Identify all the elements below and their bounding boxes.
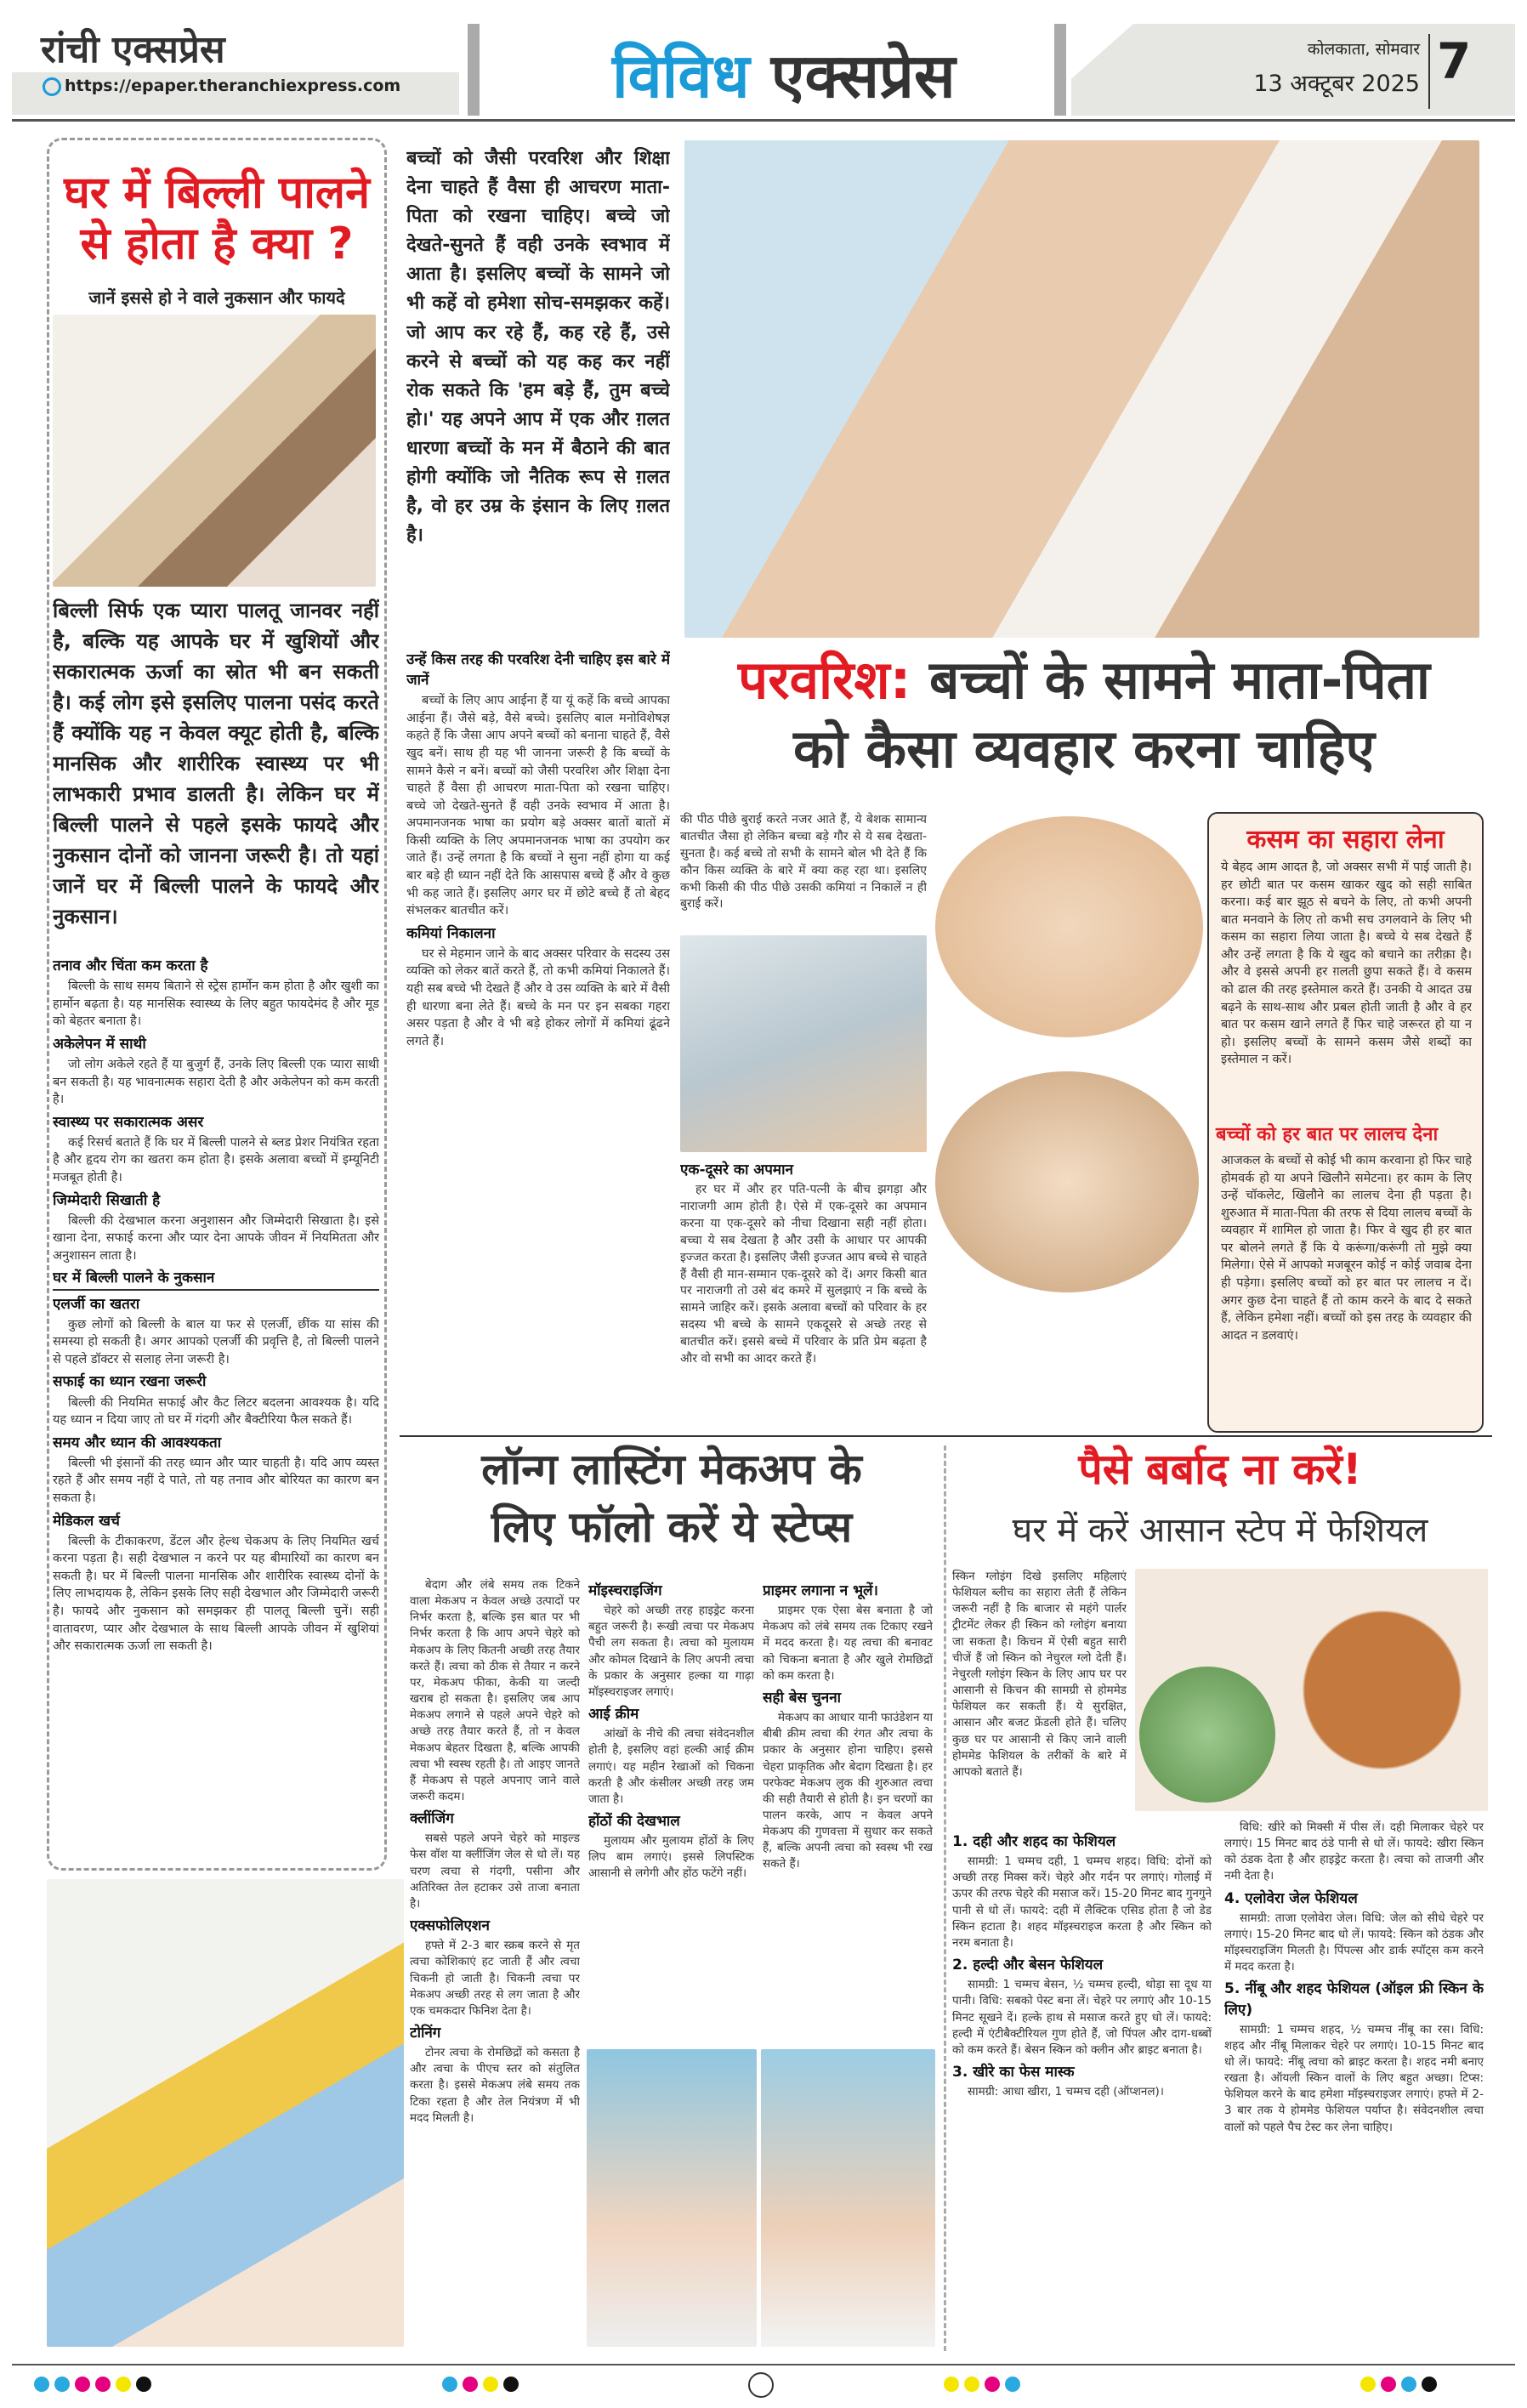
divider [1054, 24, 1066, 116]
makeup-headline-line2: लिए फॉलो करें ये स्टेप्स [491, 1502, 853, 1552]
epaper-url: https://epaper.theranchiexpress.com [65, 77, 401, 95]
paragraph: बिल्ली के टीकाकरण, डेंटल और हेल्थ चेकअप के लिए नियमित खर्च करना पड़ता है। सही देखभाल न करने पर यह बीमारियों का कारण बन सकती है। घर में बिल्ली पालना मानसिक और शारीरिक स्वास्थ्य दोनों के लिए लाभदायक है, लेकिन इसके लिए सही देखभाल और जिम्मेदारी जरूरी है। फायदे और नुकसान को समझकर ही पालतू बिल्ली चुनें। सही वातावरण, प्यार और देखभाल के साथ बिल्ली आपके जीवन में खुशियां और सकारात्मक ऊर्जा ला सकती है। [53, 1534, 379, 1654]
paragraph: मुलायम और मुलायम होंठों के लिए लिप बाम लगाएं। इससे लिपस्टिक आसानी से लगेगी और होंठ फटेंगे नहीं। [588, 1834, 754, 1881]
registration-dots-mid-left [442, 2377, 524, 2395]
paragraph: बिल्ली भी इंसानों की तरह ध्यान और प्यार चाहती है। यदि आप व्यस्त रहते हैं और समय नहीं दे पाते, तो यह तनाव और बोरियत का कारण बन सकता है। [53, 1456, 379, 1505]
section-rule [400, 1435, 1492, 1437]
city-day: कोलकाता, सोमवार [1307, 40, 1420, 59]
cleaning-mother-child-photo [47, 1879, 404, 2347]
subhead: एक-दूसरे का अपमान [680, 1161, 793, 1178]
family-photo [684, 140, 1479, 638]
divider [468, 24, 480, 116]
registration-dots-mid-right [944, 2377, 1025, 2395]
brand-logo: रांची एक्सप्रेस [41, 28, 225, 71]
cat-body [53, 952, 379, 1862]
subhead: टोनिंग [410, 2025, 441, 2042]
cat-headline-line1: घर में बिल्ली पालने [64, 168, 370, 219]
makeup-col1 [410, 1577, 580, 2351]
registration-dots-right [1360, 2377, 1442, 2395]
kasam-text: ये बेहद आम आदत है, जो अक्सर सभी में पाई जाती है। हर छोटी बात पर कसम खाकर खुद को सही साबित करना। कई बार झूठ से बचने के लिए, तो कभी अपनी बात मनवाने के लिए तो कभी सच उगलवाने के लिए भी कसम का सहारा लिया जाता है। बच्चे ये सब देखते हैं और उन्हें लगता है कि ये खुद को बचाने का तरीक़ा है। और वे इससे अपनी हर ग़लती छुपा सकते हैं। वे कसम को ढाल की तरह इस्तेमाल करते हैं। उनकी ये आदत उम्र बढ़ने के साथ-साथ और प्रबल होती जाती है और वे हर बात पर कसम खाने लगते हैं फिर चाहे जरूरत हो या न हो। इसलिए बच्चों के सामने कसम जैसे शब्दों का इस्तेमाल न करें। [1221, 860, 1472, 1067]
paragraph: बेदाग और लंबे समय तक टिकने वाला मेकअप न केवल अच्छे उत्पादों पर निर्भर करता है, बल्कि इस बात पर भी निर्भर करता है कि आप अपने चेहरे को मेकअप के लिए कितनी अच्छी तरह तैयार करते हैं। त्वचा को ठीक से तैयार न करने पर, मेकअप फीका, केकी या जल्दी खराब हो सकता है। इसलिए जब आप मेकअप लगाने से पहले अपने चेहरे को अच्छे तरह तैयार करते हैं, तो न केवल मेकअप बेहतर दिखता है, बल्कि आपकी त्वचा भी स्वस्थ रहती है। तो आइए जानते हैं मेकअप से पहले अपनाए जाने वाले जरूरी कदम। [410, 1578, 580, 1804]
happy-family-photo [935, 1071, 1199, 1292]
cucumber-photo [1139, 1667, 1275, 1803]
subhead: स्वास्थ्य पर सकारात्मक असर [53, 1113, 204, 1131]
footer-rule [12, 2364, 1515, 2365]
paragraph: बिल्ली के साथ समय बिताने से स्ट्रेस हार्मोन कम होता है और खुशी का हार्मोन बढ़ता है। यह मानसिक स्वास्थ्य के लिए बहुत फायदेमंद है और मूड को बेहतर बनाता है। [53, 980, 379, 1029]
cat-headline-line2: से होता है क्या ? [80, 218, 354, 270]
subhead: मेडिकल खर्च [53, 1512, 120, 1530]
parenting-col4 [680, 1156, 927, 1428]
makeup-col3 [763, 1577, 933, 2041]
section-title-b: एक्सप्रेस [770, 40, 956, 111]
lalach-title: बच्चों को हर बात पर लालच देना [1216, 1124, 1439, 1145]
paragraph: बच्चों के लिए आप आईना हैं या यूं कहें कि बच्चे आपका आईना हैं। जैसे बड़े, वैसे बच्चे। इसलिए बाल मनोविशेषज्ञ कहते हैं कि जैसा आप अपने बच्चों को बनाना चाहते हैं, वैसे खुद बनें। साथ ही यह भी जानना जरूरी है कि बच्चों के सामने कैसे न बनें। बच्चों को जैसी परवरिश और शिक्षा देना चाहते हैं वैसा ही आचरण माता-पिता को रखना चाहिए। बच्चे जो देखते-सुनते हैं वही उनके स्वभाव में आता है। अपमानजनक भाषा का प्रयोग बड़े अक्सर बातों बातों में किसी व्यक्ति के लिए अपमानजनक भाषा का उपयोग कर जाते हैं। उन्हें लगता है कि बच्चों ने सुना नहीं होगा या कई बार बड़े ही ध्यान नहीं देते कि आसपास बच्चे हैं और वे कुछ भी कह जाते हैं। इसलिए अगर घर में छोटे बच्चे हैं तो बेहद संभलकर बातचीत करें। [406, 694, 670, 918]
globe-icon [43, 77, 61, 96]
registration-mark-icon [748, 2372, 774, 2398]
date: 13 अक्टूबर 2025 [1253, 71, 1420, 97]
parenting-headline [689, 646, 1479, 783]
subhead: मॉइस्चराइजिंग [588, 1582, 662, 1599]
epaper-link[interactable] [43, 77, 400, 96]
subhead: प्राइमर लगाना न भूलें। [763, 1582, 878, 1599]
subhead: क्लींजिंग [410, 1810, 454, 1828]
headline-label: परवरिश: [738, 649, 911, 711]
woman-with-cat-photo [53, 315, 376, 587]
woman-makeup-photo-1 [587, 2049, 757, 2347]
subhead: 3. खीरे का फेस मास्क [952, 2063, 1075, 2081]
paragraph: मेकअप का आधार यानी फाउंडेशन या बीबी क्रीम त्वचा की रंगत और त्वचा के प्रकार के अनुसार होना चाहिए। इससे चेहरा प्राकृतिक और बेदाग दिखता है। हर परफेक्ट मेकअप लुक की शुरुआत त्वचा की सही तैयारी से होती है। इन चरणों का पालन करके, आप न केवल अपने मेकअप की गुणवत्ता में सुधार कर सकते हैं, बल्कि अपनी त्वचा को स्वस्थ भी रख सकते हैं। [763, 1711, 933, 1871]
subhead: तनाव और चिंता कम करता है [53, 957, 208, 974]
parenting-col3: की पीठ पीछे बुराई करते नजर आते हैं, ये बेशक सामान्य बातचीत जैसा हो लेकिन बच्चा बड़े गौर से ये सब देखता-सुनता है। कई बच्चे तो सभी के सामने बोल भी देते हैं कि कौन किस व्यक्ति के बारे में क्या कह रहा था। इसलिए कभी किसी की पीठ पीछे उसकी कमियां न निकालें न ही बुराई करें। [680, 813, 927, 912]
headline-line2: को कैसा व्यवहार करना चाहिए [793, 717, 1375, 780]
paragraph: चेहरे को अच्छी तरह हाइड्रेट करना बहुत जरूरी है। रूखी त्वचा पर मेकअप पैची लग सकता है। त्वचा को मुलायम और कोमल दिखाने के लिए अपनी त्वचा के प्रकार के अनुसार हल्का या गाढ़ा मॉइस्चराइजर लगाएं। [588, 1604, 754, 1699]
paragraph: सामग्री: आधा खीरा, 1 चम्मच दही (ऑप्शनल)। [968, 2085, 1164, 2099]
paragraph: सामग्री: 1 चम्मच दही, 1 चम्मच शहद। विधि: दोनों को अच्छी तरह मिक्स करें। चेहरे और गर्दन पर लगाएं। गोलाई में ऊपर की तरफ चेहरे की मसाज करें। 15-20 मिनट बाद गुनगुने पानी से धो लें। फायदे: दही में लैक्टिक एसिड होता है जो डेड स्किन हटाता है। शहद मॉइस्चराइज करता है और स्किन को नरम बनाता है। [952, 1854, 1212, 1950]
facial-subtitle: घर में करें आसान स्टेप में फेशियल [1012, 1511, 1428, 1550]
subhead: समय और ध्यान की आवश्यकता [53, 1434, 222, 1451]
makeup-headline-line1: लॉन्ग लास्टिंग मेकअप के [481, 1445, 862, 1494]
subhead: सही बेस चुनना [763, 1689, 842, 1707]
header-rule [12, 119, 1515, 122]
paragraph: हफ्ते में 2-3 बार स्क्रब करने से मृत त्वचा कोशिकाएं हट जाती हैं और त्वचा चिकनी हो जाती है। चिकनी त्वचा पर मेकअप अच्छी तरह से लग जाता है और एक चमकदार फिनिश देता है। [410, 1939, 580, 2018]
arguing-parents-photo [680, 935, 927, 1152]
subhead: सफाई का ध्यान रखना जरूरी [53, 1373, 207, 1391]
subhead: 5. नींबू और शहद फेशियल (ऑइल फ्री स्किन के लिए) [1224, 1980, 1484, 2019]
lalach-text: आजकल के बच्चों से कोई भी काम करवाना हो फिर चाहे होमवर्क हो या अपने खिलौने समेटना। हर काम के लिए उन्हें चॉकलेट, खिलौने का लालच देना ही पड़ता है। शुरुआत में माता-पिता की तरफ से दिया लालच बच्चों के व्यवहार में शामिल हो जाता है। फिर वे खुद ही हर बात पर बोलने लगते हैं कि ये करूंगा/करूंगी तो मुझे क्या मिलेगा। ऐसे में आपको मजबूरन कोई न कोई जवाब देना ही पड़ेगा। इसलिए बच्चों को हर बात पर लालच न दें। अगर कुछ देना चाहते हैं तो काम करने के बाद दे सकते हैं, लेकिन हमेशा नहीं। बच्चों को इस तरह के व्यवहार की आदत न डलवाएं। [1221, 1154, 1472, 1343]
subhead: घर में बिल्ली पालने के नुकसान [53, 1268, 379, 1290]
paragraph: कुछ लोगों को बिल्ली के बाल या फर से एलर्जी, छींक या सांस की समस्या हो सकती है। अगर आपको एलर्जी की प्रवृत्ति है, तो बिल्ली पालने से पहले डॉक्टर से सलाह लेना जरूरी है। [53, 1317, 379, 1366]
subhead: उन्हें किस तरह की परवरिश देनी चाहिए इस बारे में जानें [406, 651, 670, 690]
subhead: एलर्जी का खतरा [53, 1295, 140, 1313]
facial-intro: स्किन ग्लोइंग दिखे इसलिए महिलाएं फेशियल ब्लीच का सहारा लेती हैं लेकिन जरूरी नहीं है कि बाजार से महंगे पार्लर ट्रीटमेंट लेकर ही स्किन को ग्लोइंग बनाया जा सकता है। किचन में ऐसी बहुत सारी चीजें हैं जो स्किन को नेचुरल ग्लो देती हैं। नेचुरली ग्लोइंग स्किन के लिए आप घर पर आसानी से किचन की सामग्री से होममेड फेशियल कर सकती हैं। ये सुरक्षित, आसान और बजट फ्रेंडली होते हैं। चलिए कुछ घर पर आसानी से किए जाने वाली होममेड फेशियल के तरीकों के बारे में आपको बताते हैं। [952, 1570, 1127, 1779]
makeup-headline [408, 1441, 935, 1556]
paragraph: हर घर में और हर पति-पत्नी के बीच झगड़ा और नाराजगी आम होती है। ऐसे में एक-दूसरे का अपमान करना या एक-दूसरे को नीचा दिखाना सही नहीं होता। बच्चा ये सब देखता है और उसी के आधार पर आपकी इज्जत करता है। इसलिए जैसी इज्जत आप बच्चे से चाहते हैं वैसी ही मान-सम्मान एक-दूसरे को दें। अगर किसी बात पर नाराजगी तो उसे बंद कमरे में सुलझाएं न कि बच्चे के सामने जाहिर करें। इसके अलावा बच्चों को परिवार के हर सदस्य भी बच्चे के सामने एकदूसरे से अच्छे तरह से बातचीत करें। इससे बच्चे में परिवार के प्रति प्रेम बढ़ता है और वो सभी का आदर करते हैं। [680, 1183, 927, 1366]
paragraph: बिल्ली की नियमित सफाई और कैट लिटर बदलना आवश्यक है। यदि यह ध्यान न दिया जाए तो घर में गंदगी और बैक्टीरिया फैल सकते हैं। [53, 1395, 379, 1428]
column-divider [944, 1445, 946, 2351]
subhead: 4. एलोवेरा जेल फेशियल [1224, 1889, 1358, 1907]
subhead: अकेलेपन में साथी [53, 1035, 146, 1053]
page-number: 7 [1437, 32, 1472, 90]
section-title-a: विविध [612, 40, 750, 111]
paragraph: सबसे पहले अपने चेहरे को माइल्ड फेस वॉश या क्लींजिंग जेल से धो लें। यह चरण त्वचा से गंदगी, पसीना और अतिरिक्त तेल हटाकर उसे ताजा बनाता है। [410, 1832, 580, 1911]
subhead: 1. दही और शहद का फेशियल [952, 1833, 1116, 1850]
subhead: होंठों की देखभाल [588, 1812, 680, 1830]
paragraph: विधि: खीरे को मिक्सी में पीस लें। दही मिलाकर चेहरे पर लगाएं। 15 मिनट बाद ठंडे पानी से धो लें। फायदे: खीरा स्किन को ठंडक देता है और हाइड्रेट करता है। त्वचा को ताजगी और नमी देता है। [1224, 1820, 1484, 1883]
mother-daughter-photo [935, 816, 1203, 1037]
subhead: आई क्रीम [588, 1706, 639, 1724]
subhead: जिम्मेदारी सिखाती है [53, 1191, 161, 1209]
parenting-lead: बच्चों को जैसी परवरिश और शिक्षा देना चाहते हैं वैसा ही आचरण माता-पिता को रखना चाहिए। बच्चे जो देखते-सुनते हैं वही उनके स्वभाव में आता है। इसलिए बच्चों के सामने जो भी कहें वो हमेशा सोच-समझकर कहें। जो आप कर रहे हैं, कह रहे हैं, उसे करने से बच्चों को यह कह कर नहीं रोक सकते कि 'हम बड़े हैं, तुम बच्चे हो।' यह अपने आप में एक और ग़लत धारणा बच्चों के मन में बैठाने की बात होगी क्योंकि जो नैतिक रूप से ग़लत है, वो हर उम्र के इंसान के लिए ग़लत है। [406, 148, 670, 547]
facial-col2 [1224, 1820, 1484, 2351]
paragraph: सामग्री: ताजा एलोवेरा जेल। विधि: जेल को सीधे चेहरे पर लगाएं। 15-20 मिनट बाद धो लें। फायदे: स्किन को ठंडक और मॉइस्चराइजिंग मिलती है। पिंपल्स और डार्क स्पॉट्स कम करने में मदद करता है। [1224, 1911, 1484, 1974]
cat-kicker: जानें इससे हो ने वाले नुकसान और फायदे [88, 287, 345, 308]
facial-col1 [952, 1828, 1212, 2351]
kasam-title: कसम का सहारा लेना [1246, 825, 1445, 855]
cat-headline [53, 168, 381, 270]
paragraph: सामग्री: 1 चम्मच बेसन, ½ चम्मच हल्दी, थोड़ा सा दूध या पानी। विधि: सबको पेस्ट बना लें। चेहरे पर लगाएं और 10-15 मिनट सूखने दें। हल्के हाथ से मसाज करते हुए धो लें। फायदे: हल्दी में एंटीबैक्टीरियल गुण होते हैं, जो पिंपल और दाग-धब्बों को कम करते हैं। बेसन स्किन को क्लीन और ब्राइट बनाता है। [952, 1978, 1212, 2057]
paragraph: आंखों के नीचे की त्वचा संवेदनशील होती है, इसलिए वहां हल्की आई क्रीम लगाएं। यह महीन रेखाओं को चिकना करती है और कंसीलर अच्छी तरह जम जाता है। [588, 1727, 754, 1806]
section-title [612, 32, 956, 116]
paragraph: कई रिसर्च बताते हैं कि घर में बिल्ली पालने से ब्लड प्रेशर नियंत्रित रहता है और हृदय रोग का खतरा कम होता है। इसके अलावा बच्चों में इम्यूनिटी मजबूत होती है। [53, 1135, 379, 1184]
makeup-col2 [588, 1577, 754, 2041]
headline-line1: बच्चों के सामने माता-पिता [929, 649, 1430, 711]
paragraph: जो लोग अकेले रहते हैं या बुजुर्ग हैं, उनके लिए बिल्ली एक प्यारा साथी बन सकती है। यह भावनात्मक सहारा देती है और अकेलेपन को कम करती है। [53, 1057, 379, 1107]
subhead: एक्सफोलिएशन [410, 1917, 490, 1935]
paragraph: घर से मेहमान जाने के बाद अक्सर परिवार के सदस्य उस व्यक्ति को लेकर बातें करते हैं, तो कभी कमियां निकालते हैं। यही सब बच्चे भी देखते हैं और वे उस व्यक्ति के बारे में वैसी ही धारणा बना लेते हैं। बच्चे के मन पर इन सबका गहरा असर पड़ता है और वे भी बड़े होकर लोगों में कमियां ढूंढने लगते हैं। [406, 946, 670, 1048]
divider [1428, 34, 1430, 109]
cat-lead: बिल्ली सिर्फ एक प्यारा पालतू जानवर नहीं है, बल्कि यह आपके घर में खुशियों और सकारात्मक ऊर्जा का स्रोत भी बन सकती है। कई लोग इसे इसलिए पालना पसंद करते हैं क्योंकि यह न केवल क्यूट होती है, बल्कि मानसिक और शारीरिक स्वास्थ्य पर भी लाभकारी प्रभाव डालती है। लेकिन घर में बिल्ली पालने से पहले इसके फायदे और नुकसान दोनों को जानना जरूरी है। तो यहां जानें घर में बिल्ली पालने के फायदे और नुकसान। [53, 599, 379, 929]
woman-makeup-photo-2 [761, 2049, 935, 2347]
facial-headline: पैसे बर्बाद ना करें! [1078, 1445, 1362, 1494]
paragraph: बिल्ली की देखभाल करना अनुशासन और जिम्मेदारी सिखाता है। इसे खाना देना, सफाई करना और प्यार देना आपके जीवन में नियमितता और अनुशासन लाता है। [53, 1213, 379, 1263]
subhead: 2. हल्दी और बेसन फेशियल [952, 1956, 1104, 1974]
paragraph: प्राइमर एक ऐसा बेस बनाता है जो मेकअप को लंबे समय तक टिकाए रखने में मदद करता है। यह त्वचा की बनावट को चिकना बनाता है और खुले रोमछिद्रों को कम करता है। [763, 1604, 933, 1683]
paragraph: सामग्री: 1 चम्मच शहद, ½ चम्मच नींबू का रस। विधि: शहद और नींबू मिलाकर चेहरे पर लगाएं। 10-15 मिनट बाद धो लें। फायदे: नींबू त्वचा को ब्राइट करता है। शहद नमी बनाए रखता है। ऑयली स्किन वालों के लिए बहुत अच्छा। टिप्स: फेशियल करने के बाद हमेशा मॉइस्चराइजर लगाएं। हफ्ते में 2-3 बार तक ये होममेड फेशियल पर्याप्त है। संवेदनशील त्वचा वालों को पहले पैच टेस्ट कर लेना चाहिए। [1224, 2022, 1484, 2134]
parenting-body [406, 646, 670, 1428]
registration-dots-left [34, 2377, 156, 2395]
paragraph: टोनर त्वचा के रोमछिद्रों को कसता है और त्वचा के पीएच स्तर को संतुलित करता है। इससे मेकअप लंबे समय तक टिका रहता है और तेल नियंत्रण में भी मदद मिलती है। [410, 2046, 580, 2125]
subhead: कमियां निकालना [406, 924, 496, 942]
